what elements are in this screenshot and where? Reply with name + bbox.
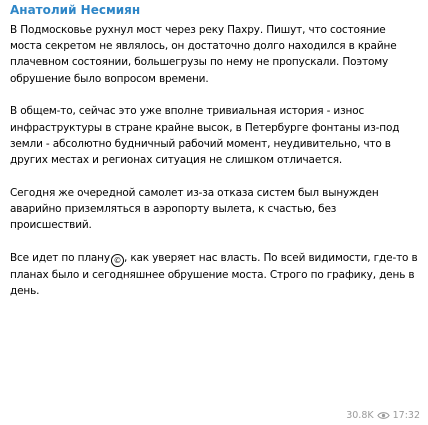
post-paragraph-1: В Подмосковье рухнул мост через реку Пахру. Пишут, что состояние моста секретом не являлось, он достаточно долго находился в крайне плачевном состоянии, большегрузы по нему не пропускали. Поэтому обрушение было вопросом времени. [10,24,397,85]
paragraph-4-start: Все идет по плану [10,251,110,264]
post-paragraph-3: Сегодня же очередной самолет из-за отказа систем был вынужден аварийно приземляться в аэропорту вылета, к счастью, без происшествий. [10,186,379,232]
post-time: 17:32 [392,410,420,421]
paragraph-4-end: , как уверяет нас власть. По всей видимости, где-то в планах было и сегодняшнее обрушение моста. Строго по графику, день в день. [10,251,418,297]
copyright-symbol: © [111,254,124,267]
eye-icon [377,411,390,420]
view-count: 30.8K [346,410,374,421]
author-name[interactable]: Анатолий Несмиян [10,3,141,17]
post-paragraph-4 [10,250,418,299]
post-paragraph-2: В общем-то, сейчас это уже вполне тривиальная история - износ инфраструктуры в стране крайне высок, в Петербурге фонтаны из-под земли - абсолютно будничный рабочий момент, неудивительно, что в других местах и регионах ситуация не слишком отличается. [10,105,400,166]
post-meta [346,410,420,421]
